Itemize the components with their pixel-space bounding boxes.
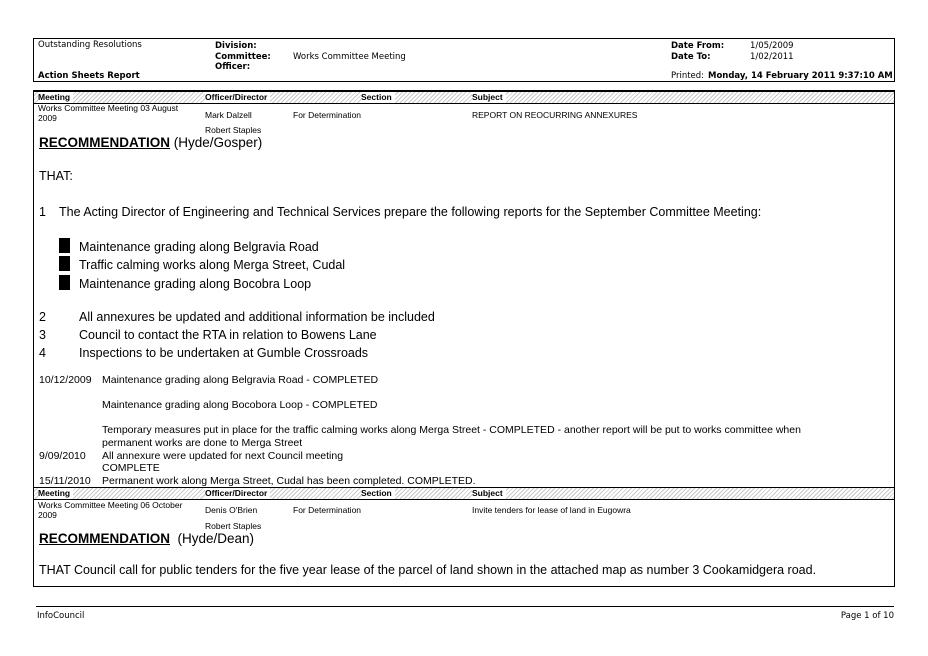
page-number: Page 1 of 10 xyxy=(840,611,894,621)
report-name: Action Sheets Report xyxy=(38,71,140,81)
item2-body: THAT Council call for public tenders for the five year lease of the parcel of land shown in the attached map as number 3 Cookamidgera road. xyxy=(39,563,817,577)
item1-director: Robert Staples xyxy=(205,125,262,135)
item2-recommendation xyxy=(39,531,254,546)
action-text: permanent works are done to Merga Street xyxy=(102,437,303,449)
date-from-value: 1/05/2009 xyxy=(750,41,794,51)
square-bullet-icon xyxy=(59,238,70,253)
item1-subject: REPORT ON REOCURRING ANNEXURES xyxy=(472,110,638,120)
item2-meeting-line1: Works Committee Meeting 06 October xyxy=(38,500,183,510)
col-meeting: Meeting xyxy=(38,92,73,103)
bullet-text: Maintenance grading along Belgravia Road xyxy=(79,240,319,254)
item1-point1-num: 1 xyxy=(39,205,46,219)
point-text: All annexures be updated and additional information be included xyxy=(79,310,435,324)
action-text: All annexure were updated for next Council meeting xyxy=(102,450,344,462)
point-text: Council to contact the RTA in relation to Bowens Lane xyxy=(79,328,377,342)
item1-point1-text: The Acting Director of Engineering and Technical Services prepare the following reports for the September Committee Meeting: xyxy=(59,205,762,219)
report-title: Outstanding Resolutions xyxy=(38,40,142,50)
report-header xyxy=(33,38,895,82)
item1-meeting-line2: 2009 xyxy=(38,113,57,123)
date-to-label: Date To: xyxy=(671,52,711,62)
division-label: Division: xyxy=(215,41,257,51)
bullet-text: Maintenance grading along Bocobra Loop xyxy=(79,277,312,291)
bullet-item xyxy=(59,238,319,254)
bullet-text: Traffic calming works along Merga Street, Cudal xyxy=(79,258,346,272)
item2-subject: Invite tenders for lease of land in Eugowra xyxy=(472,505,631,515)
column-header-row xyxy=(34,487,894,500)
point-num: 3 xyxy=(39,328,46,342)
committee-label: Committee: xyxy=(215,52,271,62)
item2-meeting-line2: 2009 xyxy=(38,510,57,520)
committee-value: Works Committee Meeting xyxy=(293,52,406,62)
action-text: Maintenance grading along Bocobora Loop - COMPLETED xyxy=(102,399,378,411)
action-date: 15/11/2010 xyxy=(39,475,91,487)
col-subject: Subject xyxy=(472,488,506,499)
page-footer xyxy=(36,606,894,621)
action-text: COMPLETE xyxy=(102,462,160,474)
officer-label: Officer: xyxy=(215,62,251,72)
col-subject: Subject xyxy=(472,92,506,103)
printed-value: Monday, 14 February 2011 9:37:10 AM xyxy=(708,71,893,81)
item1-officer: Mark Dalzell xyxy=(205,110,252,120)
point-text: Inspections to be undertaken at Gumble Crossroads xyxy=(79,346,369,360)
action-date: 10/12/2009 xyxy=(39,374,92,386)
printed-label: Printed: xyxy=(671,71,705,81)
item1-section: For Determination xyxy=(293,110,362,120)
footer-app-name: InfoCouncil xyxy=(37,611,85,621)
bullet-item xyxy=(59,275,311,291)
square-bullet-icon xyxy=(59,256,70,271)
bullet-item xyxy=(59,256,345,272)
date-from-label: Date From: xyxy=(671,41,725,51)
item1-that: THAT: xyxy=(39,169,73,183)
col-meeting: Meeting xyxy=(38,488,73,499)
col-section: Section xyxy=(361,92,395,103)
item2-director: Robert Staples xyxy=(205,521,262,531)
action-text: Maintenance grading along Belgravia Road - COMPLETED xyxy=(102,374,379,386)
item1-recommendation xyxy=(39,135,262,150)
item2-rec-movers: (Hyde/Dean) xyxy=(177,531,255,546)
col-officer: Officer/Director xyxy=(205,488,270,499)
item1-rec-heading: RECOMMENDATION xyxy=(39,135,170,150)
item1-rec-movers: (Hyde/Gosper) xyxy=(173,135,263,150)
item2-officer: Denis O'Brien xyxy=(205,505,258,515)
item1-meeting-line1: Works Committee Meeting 03 August xyxy=(38,103,179,113)
action-text: Temporary measures put in place for the traffic calming works along Merga Street - COMPLETED - another report will be put to works committee when xyxy=(102,424,801,436)
date-to-value: 1/02/2011 xyxy=(750,52,794,62)
col-officer: Officer/Director xyxy=(205,92,270,103)
point-num: 2 xyxy=(39,310,46,324)
item2-section: For Determination xyxy=(293,505,362,515)
col-section: Section xyxy=(361,488,395,499)
item2-rec-heading: RECOMMENDATION xyxy=(39,531,170,546)
action-sheet xyxy=(33,90,895,587)
action-date: 9/09/2010 xyxy=(39,450,86,462)
square-bullet-icon xyxy=(59,275,70,290)
action-text: Permanent work along Merga Street, Cudal has been completed. COMPLETED. xyxy=(102,475,476,487)
point-num: 4 xyxy=(39,346,46,360)
